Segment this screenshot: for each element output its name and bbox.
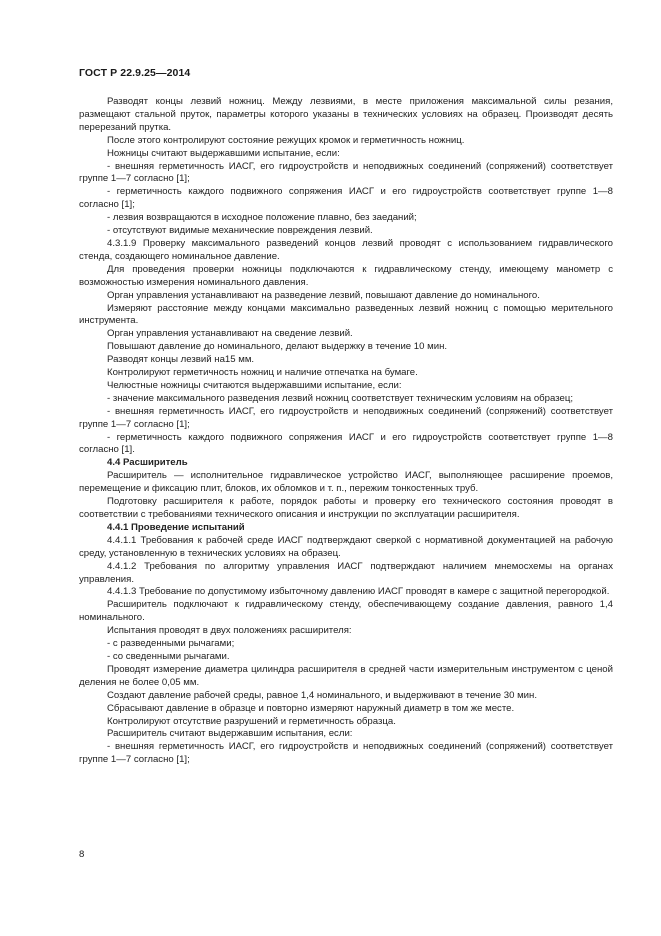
list-item: - герметичность каждого подвижного сопряжения ИАСГ и его гидроустройств соответствует группе 1—8 согласно [1]; bbox=[79, 186, 613, 211]
list-item: - герметичность каждого подвижного сопряжения ИАСГ и его гидроустройств соответствует группе 1—8 согласно [1]. bbox=[79, 431, 613, 456]
paragraph: Для проведения проверки ножницы подключаются к гидравлическому стенду, имеющему манометр с возможностью измерения номинального давления. bbox=[79, 263, 613, 288]
clause-4-4-1-1: 4.4.1.1 Требования к рабочей среде ИАСГ подтверждают сверкой с нормативной документацией на рабочую среду, установленную в технических условиях на образец. bbox=[79, 534, 613, 559]
paragraph: Измеряют расстояние между концами максимально разведенных лезвий ножниц с помощью мерительного инструмента. bbox=[79, 302, 613, 327]
list-item: - внешняя герметичность ИАСГ, его гидроустройств и неподвижных соединений (сопряжений) соответствует группе 1—7 согласно [1]; bbox=[79, 741, 613, 766]
paragraph: После этого контролируют состояние режущих кромок и герметичность ножниц. bbox=[107, 134, 465, 146]
paragraph: Проводят измерение диаметра цилиндра расширителя в средней части измерительным инструментом с ценой деления не более 0,05 мм. bbox=[79, 663, 613, 688]
clause-4-4-1-3: 4.4.1.3 Требование по допустимому избыточному давлению ИАСГ проводят в камере с защитной перегородкой. bbox=[107, 586, 610, 598]
paragraph: Разводят концы лезвий ножниц. Между лезвиями, в месте приложения максимальной силы резания, размещают стальной пруток, параметры которого указаны в технических условиях на образец. Производят десять перерезаний прутка. bbox=[79, 96, 613, 133]
list-item: - внешняя герметичность ИАСГ, его гидроустройств и неподвижных соединений (сопряжений) соответствует группе 1—7 согласно [1]; bbox=[79, 405, 613, 430]
paragraph: Подготовку расширителя к работе, порядок работы и проверку его технического состояния проводят в соответствии с требованиями технического описания и инструкции по эксплуатации расширителя. bbox=[79, 496, 613, 520]
document-body bbox=[79, 96, 613, 767]
paragraph: Контролируют герметичность ножниц и наличие отпечатка на бумаге. bbox=[107, 367, 418, 379]
paragraph: Повышают давление до номинального, делают выдержку в течение 10 мин. bbox=[107, 341, 448, 353]
paragraph: Расширитель считают выдержавшим испытания, если: bbox=[107, 728, 353, 740]
list-item: - лезвия возвращаются в исходное положение плавно, без заеданий; bbox=[107, 212, 417, 224]
clause-4-3-1-9: 4.3.1.9 Проверку максимального разведений концов лезвий проводят с использованием гидравлического стенда, создающего номинальное давление. bbox=[79, 237, 613, 262]
list-item: - значение максимального разведения лезвий ножниц соответствует техническим условиям на образец; bbox=[107, 392, 574, 404]
list-item: - с разведенными рычагами; bbox=[107, 638, 235, 650]
paragraph: Сбрасывают давление в образце и повторно измеряют наружный диаметр в том же месте. bbox=[107, 702, 515, 714]
paragraph: Челюстные ножницы считаются выдержавшими испытание, если: bbox=[107, 379, 402, 391]
paragraph: Контролируют отсутствие разрушений и герметичность образца. bbox=[107, 715, 396, 727]
list-item: - со сведенными рычагами. bbox=[107, 650, 230, 662]
section-heading-4-4: 4.4 Расширитель bbox=[107, 457, 188, 469]
paragraph: Испытания проводят в двух положениях расширителя: bbox=[107, 625, 352, 637]
list-item: - отсутствуют видимые механические повреждения лезвий. bbox=[107, 225, 373, 237]
section-heading-4-4-1: 4.4.1 Проведение испытаний bbox=[107, 521, 245, 533]
clause-4-4-1-2: 4.4.1.2 Требования по алгоритму управления ИАСГ подтверждают наличием мнемосхемы на органах управления. bbox=[79, 560, 613, 585]
page-number: 8 bbox=[79, 849, 85, 860]
paragraph: Орган управления устанавливают на разведение лезвий, повышают давление до номинального. bbox=[107, 289, 540, 301]
paragraph: Расширитель — исполнительное гидравлическое устройство ИАСГ, выполняющее расширение проемов, перемещение и фиксацию плит, блоков, их обломков и т. п., пережим тонкостенных труб. bbox=[79, 470, 613, 495]
paragraph: Создают давление рабочей среды, равное 1,4 номинального, и выдерживают в течение 30 мин. bbox=[107, 689, 538, 701]
document-header: ГОСТ Р 22.9.25—2014 bbox=[79, 67, 191, 79]
paragraph: Ножницы считают выдержавшими испытание, если: bbox=[107, 147, 340, 159]
paragraph: Орган управления устанавливают на сведение лезвий. bbox=[107, 328, 353, 340]
list-item: - внешняя герметичность ИАСГ, его гидроустройств и неподвижных соединений (сопряжений) соответствует группе 1—7 согласно [1]; bbox=[79, 160, 613, 185]
paragraph: Разводят концы лезвий на15 мм. bbox=[107, 354, 255, 366]
paragraph: Расширитель подключают к гидравлическому стенду, обеспечивающему создание давления, равного 1,4 номинального. bbox=[79, 599, 613, 624]
